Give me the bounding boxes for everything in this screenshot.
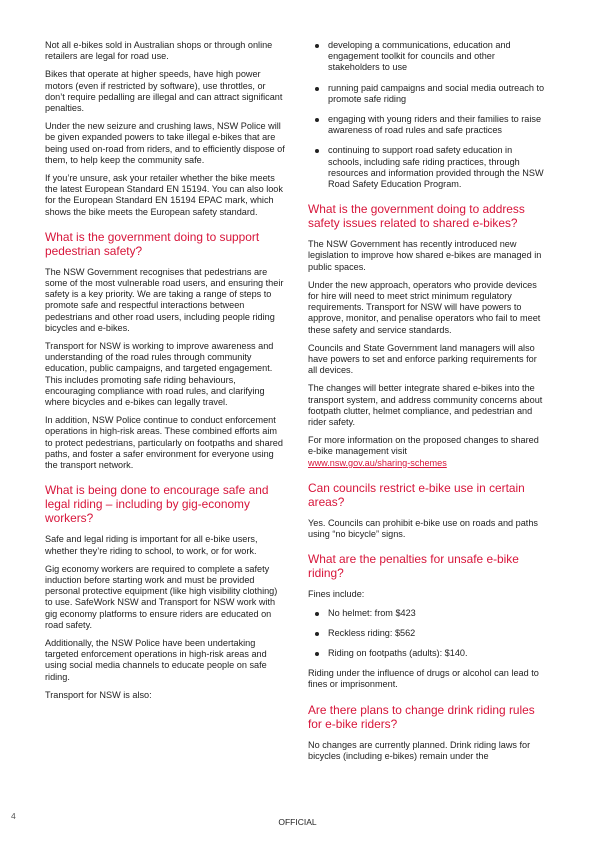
classification-label: OFFICIAL [278,817,317,827]
penalties-heading: What are the penalties for unsafe e-bike riding? [308,552,519,581]
shared-paragraph-3: Councils and State Government land managers will also have powers to set and enforce parking requirements for all devices. [308,342,537,376]
sharing-schemes-link[interactable]: www.nsw.gov.au/sharing-schemes [308,457,447,468]
shared-paragraph-4: The changes will better integrate shared e-bikes into the transport system, and address community concerns about footpath clutter, helmet compliance, and pedestrian and rider safety. [308,383,543,428]
right-column [308,40,548,769]
list-item: engaging with young riders and their families to raise awareness of road rules and safe practices [308,114,548,136]
list-item: developing a communications, education and engagement toolkit for councils and other stakeholders to use [308,40,548,74]
drink-riding-paragraph: No changes are currently planned. Drink riding laws for bicycles (including e-bikes) remain under the [308,739,531,761]
list-item: No helmet: from $423 [308,608,548,619]
intro-paragraph-2: Bikes that operate at higher speeds, have high power motors (even if restricted by software), use throttles, or don’t require pedalling are illegal and can attract significant penalties. [45,69,283,114]
list-item: running paid campaigns and social media outreach to promote safe riding [308,83,548,105]
intro-paragraph-3: Under the new seizure and crushing laws, NSW Police will be given expanded powers to take illegal e-bikes that are being used on-road from riders, and to efficiently dispose of them, to help keep the community safe. [45,121,285,165]
shared-info-text: For more information on the proposed changes to shared e-bike management visit [308,435,539,457]
gig-paragraph-2: Gig economy workers are required to complete a safety induction before starting work and must be provided personal protective equipment (like high visibility clothing) to use. SafeWork NSW and Transport for NSW work with gig economy platforms to ensure riders are educated on road safety. [45,563,278,630]
penalties-list [308,608,548,660]
left-column [45,40,285,708]
councils-heading: Can councils restrict e-bike use in certain areas? [308,480,525,509]
page-number: 4 [11,811,16,821]
intro-paragraph-4: If you’re unsure, ask your retailer whether the bike meets the latest European Standard EN 15194. You can also look for the European Standard EN 15194 EPAC mark, which shows the bike meets the European safety standard. [45,173,283,217]
tfnsw-actions-list [308,40,548,190]
intro-paragraph-1: Not all e-bikes sold in Australian shops or through online retailers are legal for road use. [45,40,273,62]
list-item: continuing to support road safety education in schools, including safe riding practices, through resources and information provided through the NSW Road Safety Education Program. [308,145,548,190]
shared-paragraph-2: Under the new approach, operators who provide devices for hire will need to meet strict minimum regulatory requirements. Transport for NSW will have powers to approve, monitor, and penalise operators who fail to meet these safety and service standards. [308,279,541,335]
pedestrian-paragraph-3: In addition, NSW Police continue to conduct enforcement operations in high-risk areas. These combined efforts aim to protect pedestrians, particularly on footpaths and shared paths, and foster a safer environment for everyone using the transport network. [45,415,283,471]
gig-paragraph-1: Safe and legal riding is important for all e-bike users, whether they’re riding to school, to work, or for work. [45,534,258,556]
list-item: Reckless riding: $562 [308,628,548,639]
list-item: Riding on footpaths (adults): $140. [308,648,548,659]
pedestrian-paragraph-1: The NSW Government recognises that pedestrians are some of the most vulnerable road users, and ensuring their safety is a key priority. We are taking a range of steps to promote safe and respectful interactions between pedestrians and other road users, including people riding bicycles and e-bikes. [45,266,284,333]
pedestrian-paragraph-2: Transport for NSW is working to improve awareness and understanding of the road rules through community education, public campaigns, and targeted engagement. This includes promoting safe riding behaviours, encouraging compliance with road rules, and clarifying where bicycles and e-bikes can legally travel. [45,341,274,408]
shared-ebikes-heading: What is the government doing to address safety issues related to shared e-bikes? [308,202,525,231]
shared-paragraph-5 [308,435,548,469]
gig-paragraph-4: Transport for NSW is also: [45,689,152,700]
gig-economy-heading: What is being done to encourage safe and legal riding – including by gig-economy workers? [45,483,269,526]
gig-paragraph-3: Additionally, the NSW Police have been undertaking targeted enforcement operations in high-risk areas and using social media channels to educate people on safe riding. [45,637,267,682]
shared-paragraph-1: The NSW Government has recently introduced new legislation to improve how shared e-bikes are managed in public spaces. [308,239,542,272]
pedestrian-safety-heading: What is the government doing to support pedestrian safety? [45,229,260,258]
penalties-paragraph-2: Riding under the influence of drugs or alcohol can lead to fines or imprisonment. [308,668,539,690]
drink-riding-heading: Are there plans to change drink riding rules for e-bike riders? [308,702,535,731]
councils-paragraph: Yes. Councils can prohibit e-bike use on roads and paths using “no bicycle” signs. [308,517,538,540]
penalties-intro: Fines include: [308,589,365,600]
